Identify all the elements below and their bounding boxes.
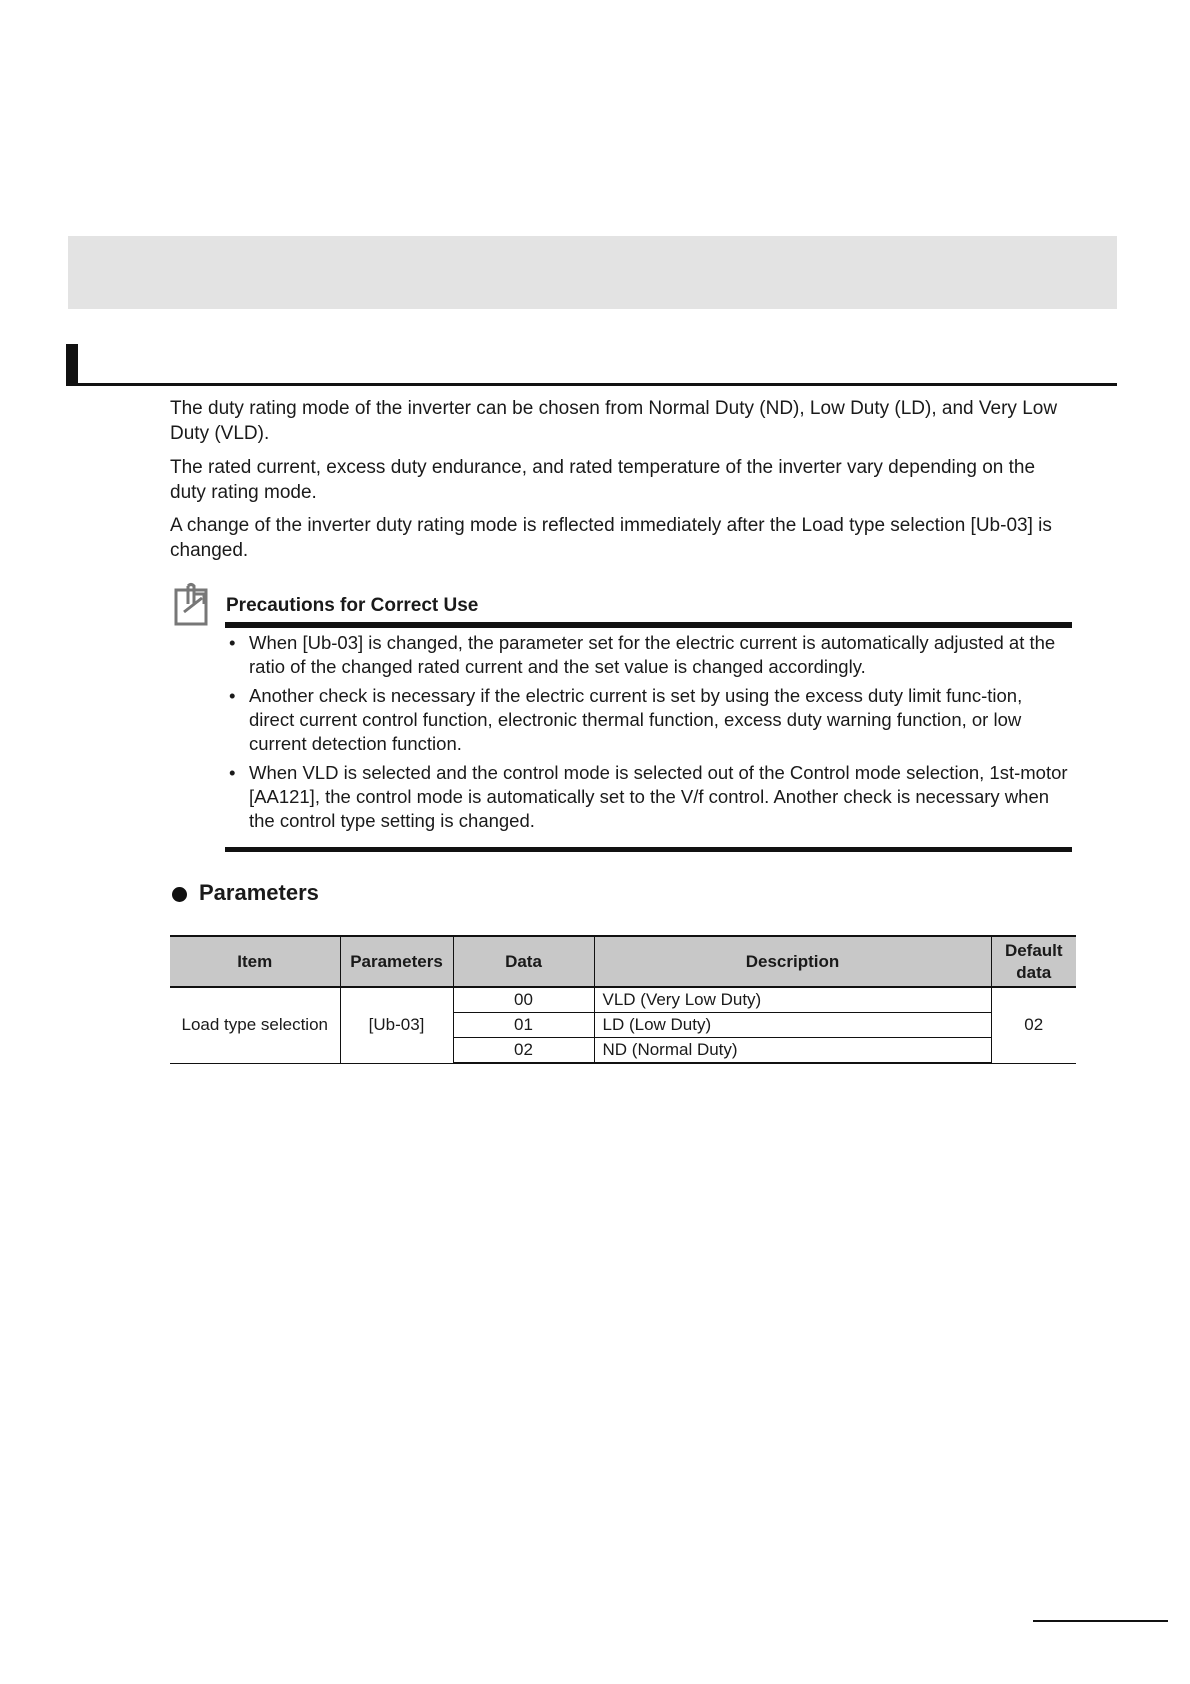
bullet-icon bbox=[172, 887, 187, 902]
precaution-item: • Another check is necessary if the electric current is set by using the excess duty limit func-tion, direct current control function, electronic thermal function, excess duty warning function, or low current detection function. bbox=[225, 684, 1072, 756]
intro-paragraph-3: A change of the inverter duty rating mode is reflected immediately after the Load type selection [Ub-03] is changed. bbox=[170, 515, 1052, 561]
precautions-list bbox=[225, 631, 1072, 838]
table-header-row bbox=[170, 936, 1076, 987]
section-marker bbox=[66, 344, 78, 385]
description-cell: VLD (Very Low Duty) bbox=[594, 987, 991, 1013]
header-default: Default data bbox=[991, 936, 1076, 987]
precaution-item: • When VLD is selected and the control mode is selected out of the Control mode selection, 1st-motor [AA121], the control mode is automatically set to the V/f control. Another check is necessary when the control type setting is changed. bbox=[225, 761, 1072, 833]
description-cell: ND (Normal Duty) bbox=[594, 1038, 991, 1064]
footer-rule bbox=[1033, 1620, 1168, 1622]
header-description: Description bbox=[594, 936, 991, 987]
intro-paragraph-2: The rated current, excess duty endurance, and rated temperature of the inverter vary depending on the duty rating mode. bbox=[170, 457, 1036, 503]
data-cell: 01 bbox=[453, 1013, 594, 1038]
parameters-table bbox=[170, 935, 1076, 1064]
precaution-hand-icon bbox=[174, 582, 214, 626]
table-row bbox=[170, 987, 1076, 1013]
parameter-cell: [Ub-03] bbox=[340, 987, 453, 1063]
header-parameters: Parameters bbox=[340, 936, 453, 987]
precautions-rule-top bbox=[225, 622, 1072, 628]
precautions-rule-bottom bbox=[225, 847, 1072, 852]
precautions-title: Precautions for Correct Use bbox=[226, 595, 479, 616]
data-cell: 00 bbox=[453, 987, 594, 1013]
header-data: Data bbox=[453, 936, 594, 987]
intro-paragraph-1: The duty rating mode of the inverter can be chosen from Normal Duty (ND), Low Duty (LD), and Very Low Duty (VLD). bbox=[170, 398, 1058, 444]
header-item: Item bbox=[170, 936, 340, 987]
parameters-heading: Parameters bbox=[199, 880, 319, 905]
description-cell: LD (Low Duty) bbox=[594, 1013, 991, 1038]
default-cell: 02 bbox=[991, 987, 1076, 1063]
precaution-item: • When [Ub-03] is changed, the parameter set for the electric current is automatically adjusted at the ratio of the changed rated current and the set value is changed accordingly. bbox=[225, 631, 1072, 679]
header-band bbox=[68, 236, 1117, 309]
item-cell: Load type selection bbox=[170, 987, 340, 1063]
section-rule bbox=[66, 383, 1117, 386]
data-cell: 02 bbox=[453, 1038, 594, 1064]
